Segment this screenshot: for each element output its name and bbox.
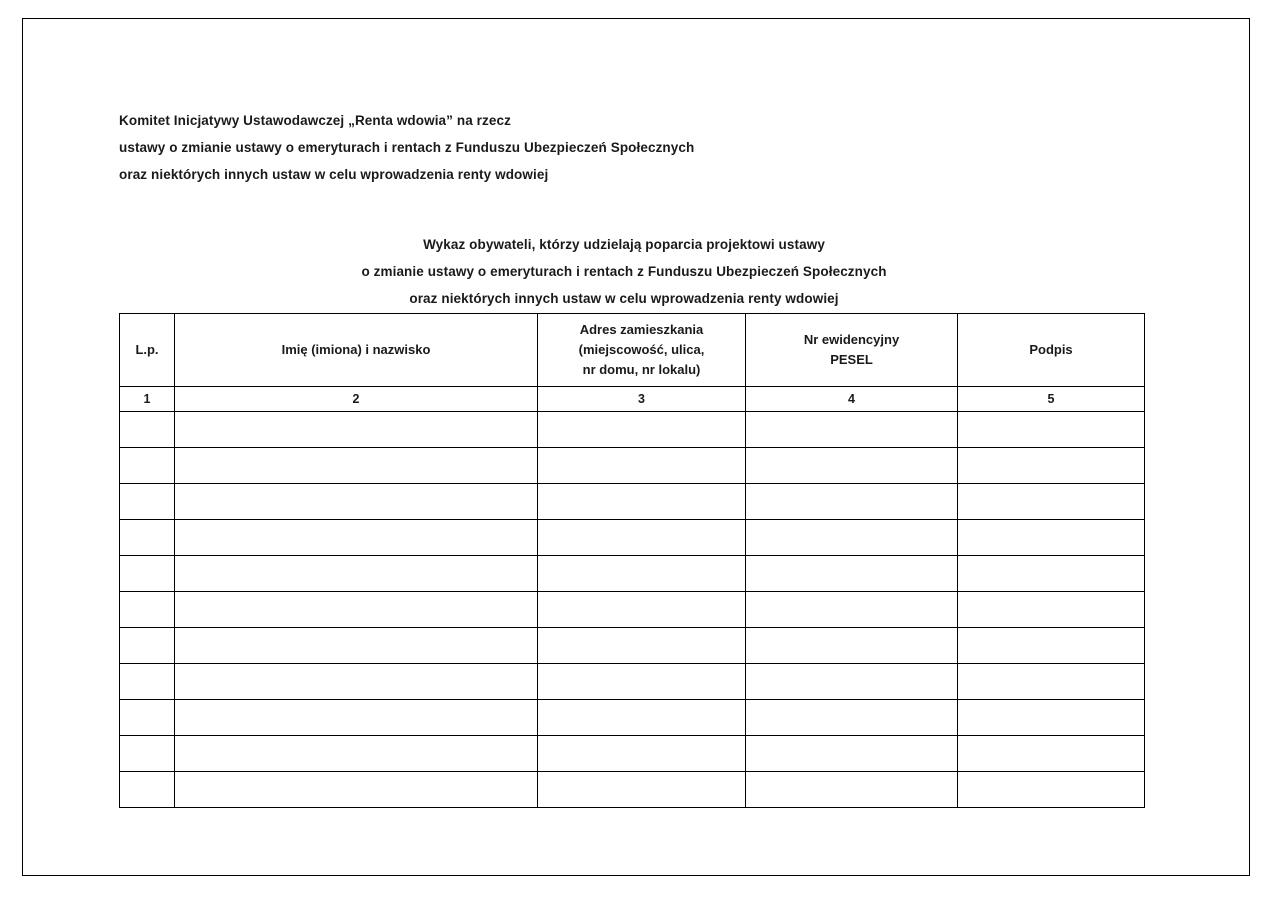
table-cell-empty[interactable] bbox=[538, 664, 746, 700]
column-header-lp bbox=[120, 314, 175, 387]
table-cell-empty[interactable] bbox=[538, 556, 746, 592]
table-row[interactable] bbox=[120, 592, 1145, 628]
signature-table-container bbox=[119, 313, 1144, 808]
table-cell-empty[interactable] bbox=[538, 772, 746, 808]
column-header-signature-line-1: Podpis bbox=[1029, 342, 1073, 357]
table-cell-empty[interactable] bbox=[538, 736, 746, 772]
table-cell-empty[interactable] bbox=[175, 628, 538, 664]
table-cell-empty[interactable] bbox=[175, 520, 538, 556]
table-cell-empty[interactable] bbox=[958, 412, 1145, 448]
document-title-line-2: o zmianie ustawy o emeryturach i rentach z Funduszu Ubezpieczeń Społecznych bbox=[361, 264, 887, 279]
table-cell-empty[interactable] bbox=[538, 412, 746, 448]
table-cell-empty[interactable] bbox=[746, 412, 958, 448]
table-row[interactable] bbox=[120, 520, 1145, 556]
table-cell-empty[interactable] bbox=[958, 484, 1145, 520]
column-number-4: 4 bbox=[746, 387, 958, 412]
table-cell-empty[interactable] bbox=[538, 592, 746, 628]
table-cell-empty[interactable] bbox=[120, 592, 175, 628]
table-cell-empty[interactable] bbox=[120, 520, 175, 556]
table-body bbox=[120, 387, 1145, 412]
table-cell-empty[interactable] bbox=[175, 412, 538, 448]
table-cell-empty[interactable] bbox=[538, 700, 746, 736]
table-cell-empty[interactable] bbox=[120, 664, 175, 700]
table-cell-empty[interactable] bbox=[120, 484, 175, 520]
column-header-pesel-line-2: PESEL bbox=[830, 352, 873, 367]
table-cell-empty[interactable] bbox=[538, 520, 746, 556]
table-row[interactable] bbox=[120, 628, 1145, 664]
table-cell-empty[interactable] bbox=[746, 772, 958, 808]
table-cell-empty[interactable] bbox=[120, 412, 175, 448]
column-header-pesel bbox=[746, 314, 958, 387]
table-cell-empty[interactable] bbox=[746, 520, 958, 556]
table-cell-empty[interactable] bbox=[746, 448, 958, 484]
table-cell-empty[interactable] bbox=[958, 628, 1145, 664]
column-header-lp-line-1: L.p. bbox=[135, 342, 159, 357]
table-cell-empty[interactable] bbox=[175, 484, 538, 520]
column-header-signature bbox=[958, 314, 1145, 387]
table-cell-empty[interactable] bbox=[120, 772, 175, 808]
column-header-address-line-1: Adres zamieszkania bbox=[579, 322, 704, 337]
column-number-3: 3 bbox=[538, 387, 746, 412]
table-blank-rows bbox=[120, 412, 1145, 808]
table-cell-empty[interactable] bbox=[958, 664, 1145, 700]
column-header-address-line-3: nr domu, nr lokalu) bbox=[582, 362, 701, 377]
column-header-address-line-2: (miejscowość, ulica, bbox=[578, 342, 705, 357]
table-cell-empty[interactable] bbox=[746, 556, 958, 592]
table-cell-empty[interactable] bbox=[120, 448, 175, 484]
table-cell-empty[interactable] bbox=[746, 700, 958, 736]
committee-header bbox=[119, 107, 1059, 188]
table-cell-empty[interactable] bbox=[746, 592, 958, 628]
column-number-1: 1 bbox=[120, 387, 175, 412]
document-page bbox=[22, 18, 1250, 876]
column-number-2: 2 bbox=[175, 387, 538, 412]
table-cell-empty[interactable] bbox=[538, 448, 746, 484]
table-row[interactable] bbox=[120, 736, 1145, 772]
table-cell-empty[interactable] bbox=[175, 556, 538, 592]
table-row[interactable] bbox=[120, 484, 1145, 520]
table-cell-empty[interactable] bbox=[958, 736, 1145, 772]
table-cell-empty[interactable] bbox=[538, 628, 746, 664]
table-cell-empty[interactable] bbox=[746, 736, 958, 772]
column-number-5: 5 bbox=[958, 387, 1145, 412]
table-cell-empty[interactable] bbox=[746, 664, 958, 700]
table-cell-empty[interactable] bbox=[175, 772, 538, 808]
column-number-row bbox=[120, 387, 1145, 412]
committee-header-line-2: ustawy o zmianie ustawy o emeryturach i rentach z Funduszu Ubezpieczeń Społecznych bbox=[119, 140, 695, 155]
table-cell-empty[interactable] bbox=[175, 664, 538, 700]
table-cell-empty[interactable] bbox=[958, 772, 1145, 808]
column-header-address bbox=[538, 314, 746, 387]
document-title bbox=[119, 231, 1129, 312]
signature-table bbox=[119, 313, 1145, 808]
table-cell-empty[interactable] bbox=[175, 448, 538, 484]
column-header-name bbox=[175, 314, 538, 387]
table-row[interactable] bbox=[120, 700, 1145, 736]
document-title-line-1: Wykaz obywateli, którzy udzielają poparcia projektowi ustawy bbox=[423, 237, 825, 252]
table-cell-empty[interactable] bbox=[958, 556, 1145, 592]
table-cell-empty[interactable] bbox=[538, 484, 746, 520]
table-row[interactable] bbox=[120, 448, 1145, 484]
table-cell-empty[interactable] bbox=[746, 628, 958, 664]
table-header bbox=[120, 314, 1145, 387]
table-cell-empty[interactable] bbox=[958, 592, 1145, 628]
table-cell-empty[interactable] bbox=[175, 700, 538, 736]
table-row[interactable] bbox=[120, 412, 1145, 448]
table-cell-empty[interactable] bbox=[175, 736, 538, 772]
table-row[interactable] bbox=[120, 556, 1145, 592]
committee-header-line-1: Komitet Inicjatywy Ustawodawczej „Renta wdowia” na rzecz bbox=[119, 113, 511, 128]
column-header-name-line-1: Imię (imiona) i nazwisko bbox=[281, 342, 431, 357]
table-cell-empty[interactable] bbox=[120, 556, 175, 592]
table-cell-empty[interactable] bbox=[958, 520, 1145, 556]
document-title-line-3: oraz niektórych innych ustaw w celu wprowadzenia renty wdowiej bbox=[409, 291, 839, 306]
table-cell-empty[interactable] bbox=[120, 628, 175, 664]
column-header-pesel-line-1: Nr ewidencyjny bbox=[803, 332, 900, 347]
table-row[interactable] bbox=[120, 664, 1145, 700]
table-cell-empty[interactable] bbox=[958, 448, 1145, 484]
table-cell-empty[interactable] bbox=[958, 700, 1145, 736]
table-cell-empty[interactable] bbox=[746, 484, 958, 520]
table-cell-empty[interactable] bbox=[120, 736, 175, 772]
table-cell-empty[interactable] bbox=[120, 700, 175, 736]
table-row[interactable] bbox=[120, 772, 1145, 808]
table-cell-empty[interactable] bbox=[175, 592, 538, 628]
table-header-row bbox=[120, 314, 1145, 387]
committee-header-line-3: oraz niektórych innych ustaw w celu wprowadzenia renty wdowiej bbox=[119, 167, 549, 182]
